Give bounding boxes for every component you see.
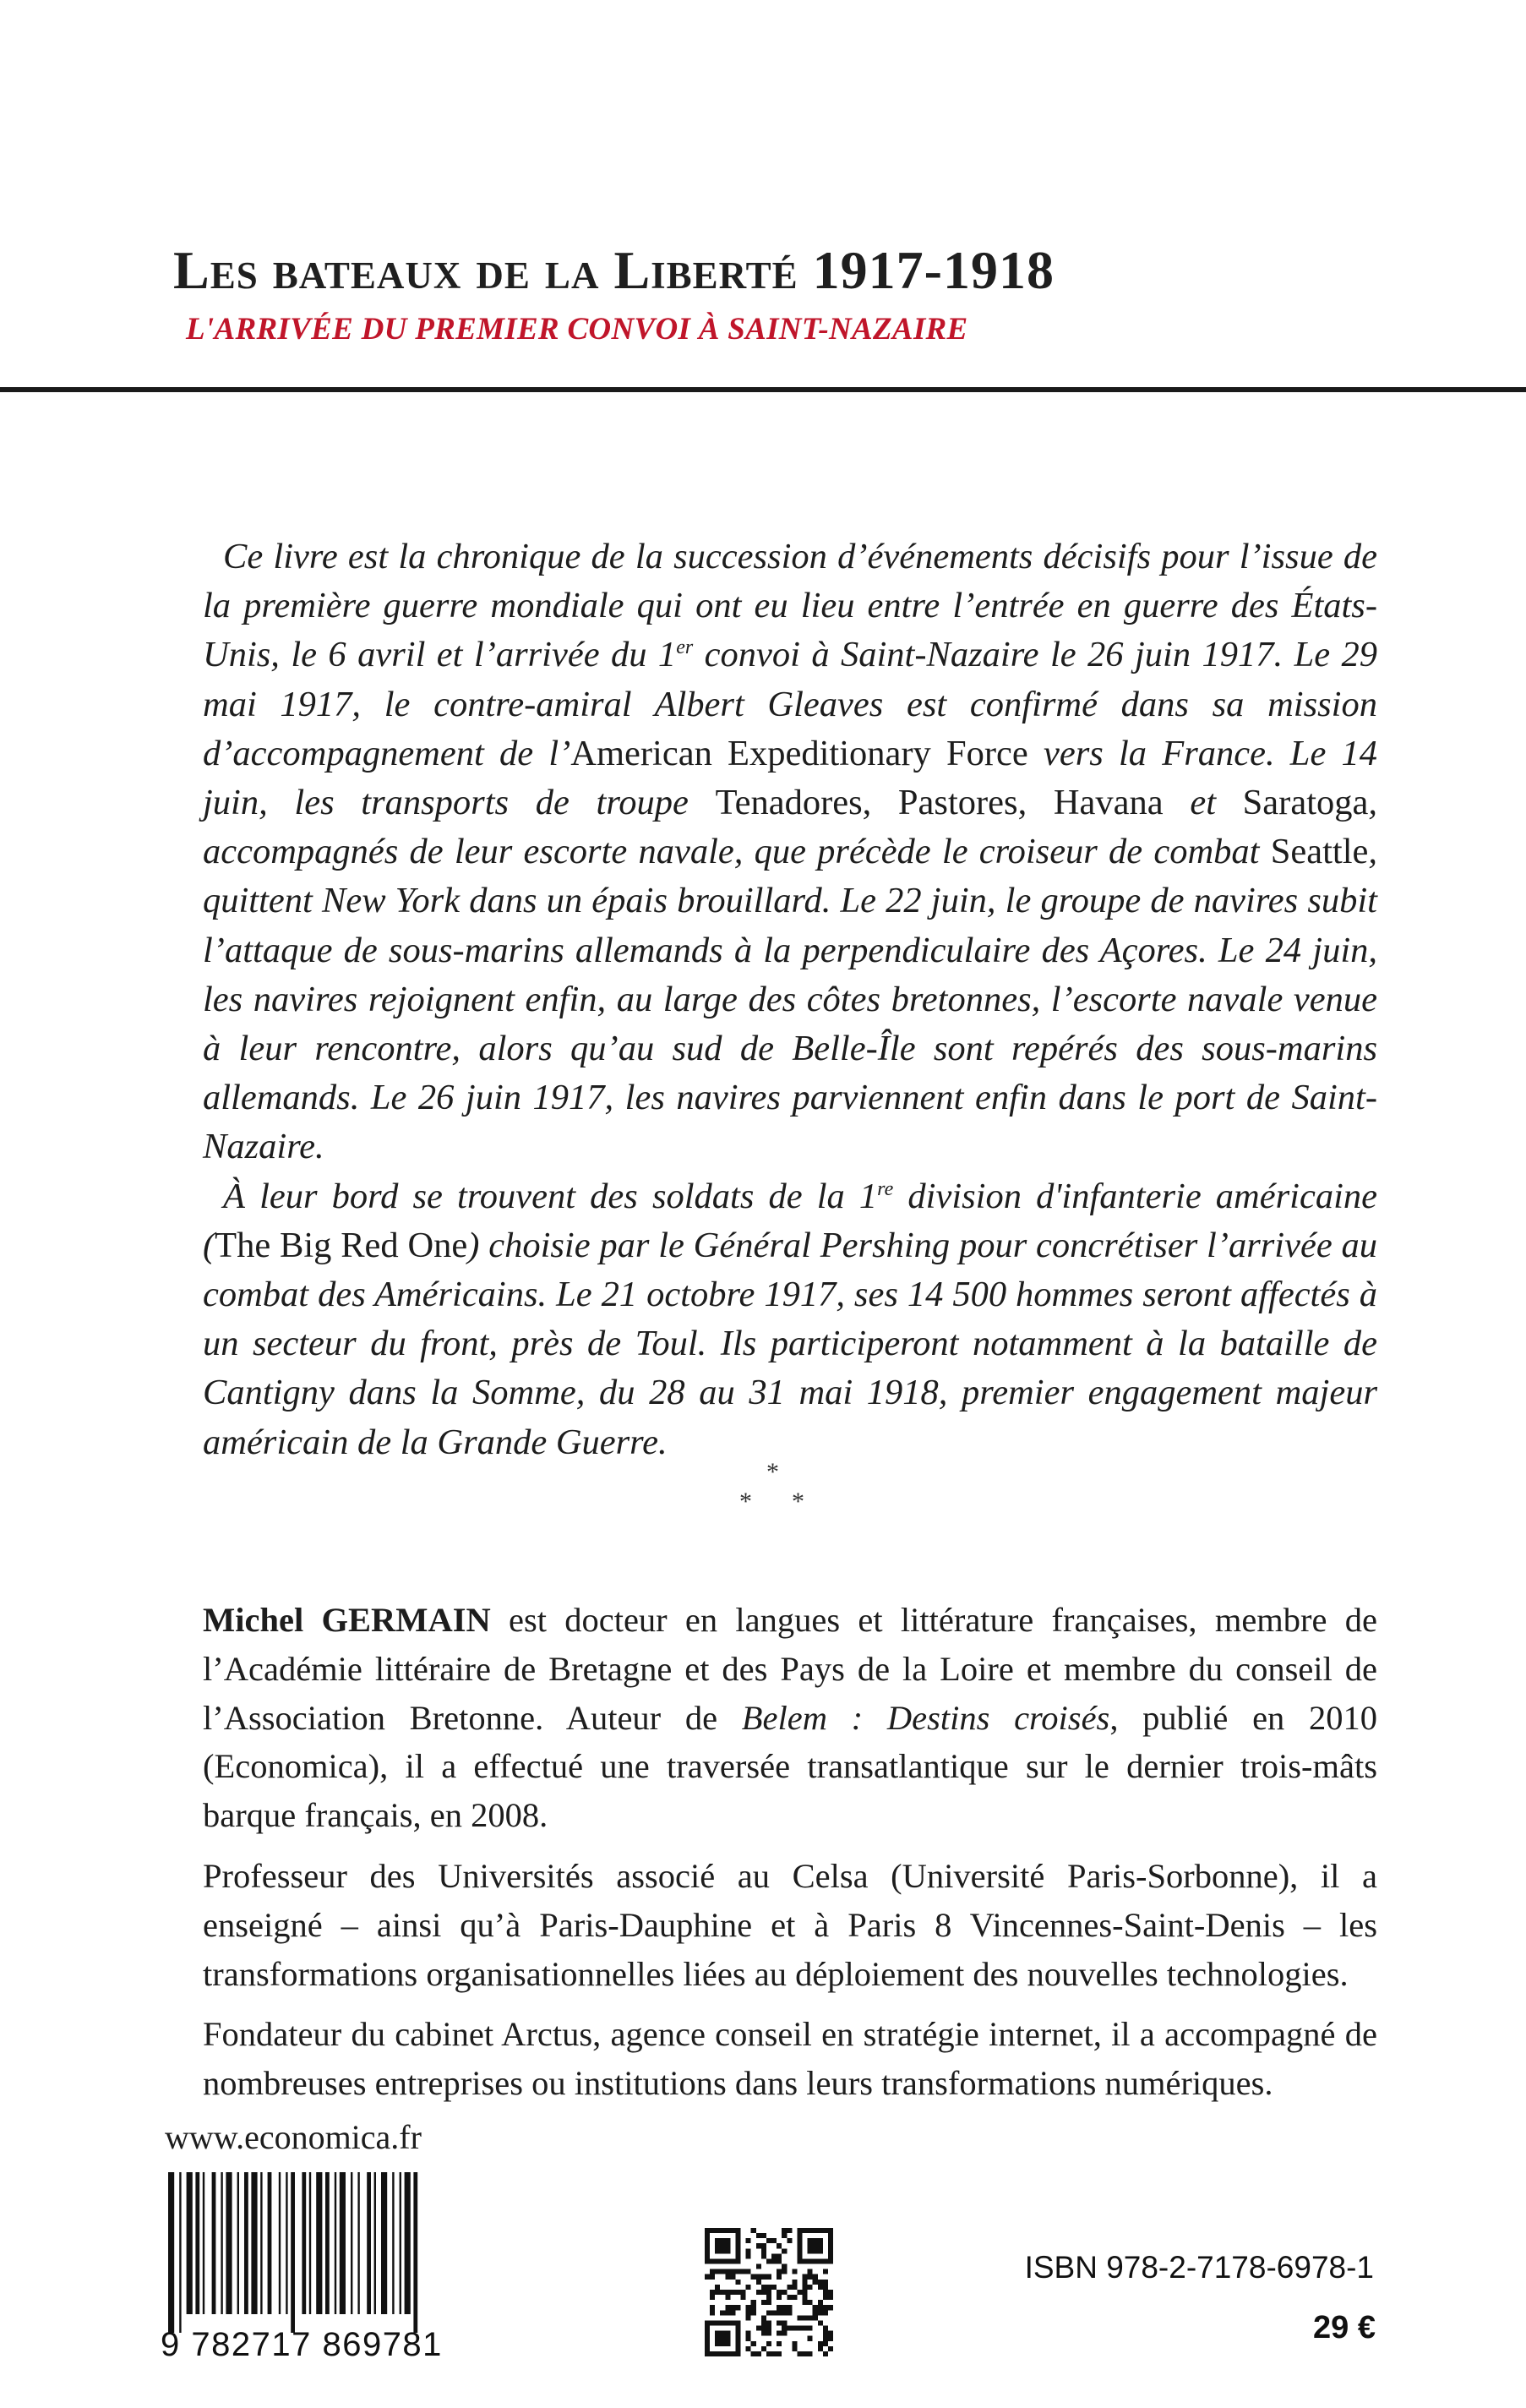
barcode-bar bbox=[400, 2172, 401, 2314]
qr-module bbox=[782, 2331, 787, 2336]
qr-module bbox=[818, 2305, 823, 2310]
qr-module bbox=[823, 2331, 828, 2336]
qr-module bbox=[761, 2243, 766, 2248]
qr-module bbox=[797, 2351, 802, 2356]
qr-module bbox=[746, 2238, 751, 2243]
qr-module bbox=[720, 2269, 725, 2274]
qr-module bbox=[792, 2285, 797, 2290]
barcode-bar bbox=[413, 2172, 417, 2333]
barcode-bar bbox=[226, 2172, 232, 2314]
author-paragraph-1 bbox=[203, 1596, 1377, 1840]
qr-module bbox=[725, 2305, 730, 2310]
qr-module bbox=[761, 2346, 766, 2351]
qr-module bbox=[715, 2238, 730, 2253]
qr-module bbox=[818, 2346, 823, 2351]
qr-module bbox=[715, 2331, 730, 2346]
qr-module bbox=[756, 2274, 761, 2280]
qr-module bbox=[746, 2315, 751, 2320]
qr-module bbox=[818, 2285, 823, 2290]
qr-module bbox=[746, 2269, 751, 2274]
book-title-main: Les bateaux de la Liberté bbox=[173, 240, 798, 300]
qr-module bbox=[725, 2274, 730, 2280]
synopsis-text: , quittent New York dans un épais brouillard. Le 22 juin, le groupe de navires subit l’attaque de sous-marins allemands à la perpendiculaire des Açores. Le 24 juin, les navires rejoignent enfin, au large des côtes bretonnes, l’escorte navale venue à leur rencontre, alors qu’au sud de Belle-Île sont repérés des sous-marins allemands. Le 26 juin 1917, les navires parviennent enfin dans le port de Saint-Nazaire. bbox=[203, 832, 1377, 1167]
barcode-bar bbox=[291, 2172, 295, 2333]
qr-module bbox=[761, 2331, 766, 2336]
qr-module bbox=[741, 2269, 746, 2274]
qr-module bbox=[710, 2310, 715, 2315]
qr-module bbox=[782, 2305, 787, 2310]
qr-module bbox=[808, 2274, 813, 2280]
qr-module bbox=[813, 2310, 818, 2315]
qr-module bbox=[787, 2326, 792, 2331]
qr-module bbox=[792, 2295, 797, 2300]
qr-module bbox=[766, 2351, 771, 2356]
book-subtitle: L'ARRIVÉE DU PREMIER CONVOI À SAINT-NAZAIRE bbox=[186, 312, 968, 347]
qr-module bbox=[787, 2285, 792, 2290]
barcode-bar bbox=[351, 2172, 352, 2314]
qr-module bbox=[751, 2305, 756, 2310]
qr-module bbox=[782, 2320, 787, 2325]
qr-module bbox=[777, 2295, 782, 2300]
qr-module bbox=[746, 2310, 751, 2315]
synopsis-text: ) choisie par le Général Pershing pour concrétiser l’arrivée au combat des Américains. Le 21 octobre 1917, ses 14 500 hommes seront affectés à un secteur du front, près de Toul. Ils participeront notamment à la bataille de Cantigny dans la Somme, du 28 au 31 mai 1918, premier engagement majeur américain de la Grande Guerre. bbox=[203, 1225, 1377, 1462]
qr-module bbox=[803, 2300, 808, 2305]
qr-module bbox=[828, 2290, 833, 2295]
barcode-bar bbox=[251, 2172, 257, 2314]
qr-module bbox=[808, 2336, 813, 2341]
qr-module bbox=[766, 2326, 771, 2331]
qr-module bbox=[808, 2351, 813, 2356]
qr-module bbox=[735, 2305, 740, 2310]
synopsis-text: division d'infanterie américaine ( bbox=[203, 1176, 1377, 1265]
qr-module bbox=[808, 2315, 813, 2320]
price: 29 € bbox=[1313, 2310, 1376, 2345]
qr-module bbox=[803, 2290, 808, 2295]
isbn: ISBN 978-2-7178-6978-1 bbox=[1024, 2250, 1374, 2285]
barcode-digits: 9 782717 869781 bbox=[161, 2326, 443, 2363]
qr-module bbox=[756, 2326, 761, 2331]
barcode-bar bbox=[374, 2172, 376, 2314]
qr-module bbox=[813, 2315, 818, 2320]
qr-module bbox=[818, 2310, 823, 2315]
qr-module bbox=[777, 2305, 782, 2310]
qr-module bbox=[803, 2280, 808, 2285]
synopsis-paragraph-1 bbox=[203, 532, 1377, 1172]
qr-module bbox=[782, 2269, 787, 2274]
qr-module bbox=[818, 2280, 823, 2285]
qr-module bbox=[766, 2274, 771, 2280]
qr-module bbox=[771, 2285, 777, 2290]
qr-module bbox=[787, 2228, 792, 2233]
qr-module bbox=[828, 2331, 833, 2336]
qr-module bbox=[823, 2326, 828, 2331]
qr-module bbox=[823, 2341, 828, 2346]
division-nickname: The Big Red One bbox=[215, 1225, 468, 1265]
qr-module bbox=[777, 2310, 782, 2315]
qr-module bbox=[761, 2315, 766, 2320]
author-paragraph-3: Fondateur du cabinet Arctus, agence conseil en stratégie internet, il a accompagné de nombreuses entreprises ou institutions dans leurs transformations numériques. bbox=[203, 2015, 1377, 2103]
qr-module bbox=[705, 2274, 710, 2280]
qr-module bbox=[792, 2346, 797, 2351]
qr-module bbox=[823, 2310, 828, 2315]
qr-module bbox=[808, 2238, 823, 2253]
header-divider bbox=[0, 387, 1526, 392]
barcode-bar bbox=[381, 2172, 387, 2314]
qr-module bbox=[756, 2351, 761, 2356]
barcode-bar bbox=[335, 2172, 336, 2314]
qr-module bbox=[746, 2346, 751, 2351]
barcode-bar bbox=[168, 2172, 174, 2333]
qr-module bbox=[792, 2280, 797, 2285]
qr-module bbox=[751, 2341, 756, 2346]
qr-module bbox=[715, 2290, 720, 2295]
qr-module bbox=[756, 2280, 761, 2285]
qr-module bbox=[777, 2341, 782, 2346]
qr-module bbox=[823, 2290, 828, 2295]
barcode-bar bbox=[187, 2172, 193, 2314]
qr-module bbox=[710, 2269, 715, 2274]
qr-module bbox=[710, 2274, 715, 2280]
qr-module bbox=[777, 2269, 782, 2274]
qr-module bbox=[766, 2341, 771, 2346]
force-name: American Expeditionary Force bbox=[570, 733, 1028, 773]
qr-module bbox=[823, 2351, 828, 2356]
separator-star: * bbox=[766, 1458, 779, 1486]
author-text: est docteur en langues et littérature françaises, membre de l’Académie littéraire de Bretagne et des Pays de la Loire et membre du conseil de l’Association Bretonne. Auteur de bbox=[203, 1601, 1377, 1737]
qr-module bbox=[756, 2233, 761, 2238]
ordinal-suffix: re bbox=[877, 1177, 894, 1200]
qr-module bbox=[725, 2290, 730, 2295]
qr-module bbox=[782, 2326, 787, 2331]
qr-module bbox=[808, 2269, 813, 2274]
qr-module bbox=[725, 2295, 730, 2300]
barcode-bar bbox=[237, 2172, 239, 2314]
qr-module bbox=[720, 2290, 725, 2295]
qr-module bbox=[735, 2280, 740, 2285]
author-name: Michel GERMAIN bbox=[203, 1601, 491, 1639]
barcode-bar bbox=[212, 2172, 216, 2314]
author-bio bbox=[203, 1596, 1377, 2108]
barcode-bar bbox=[309, 2172, 311, 2314]
qr-module bbox=[782, 2264, 787, 2269]
qr-module bbox=[823, 2295, 828, 2300]
barcode-bar bbox=[268, 2172, 272, 2314]
synopsis-text: , accompagnés de leur escorte navale, que précède le croiseur de combat bbox=[203, 783, 1377, 872]
qr-module bbox=[828, 2305, 833, 2310]
qr-module bbox=[803, 2326, 808, 2331]
qr-module bbox=[787, 2295, 792, 2300]
separator-star: * bbox=[792, 1488, 804, 1515]
qr-module bbox=[782, 2290, 787, 2295]
qr-module bbox=[777, 2243, 782, 2248]
qr-module bbox=[792, 2269, 797, 2274]
qr-module bbox=[761, 2290, 766, 2295]
qr-module bbox=[766, 2331, 771, 2336]
qr-module bbox=[803, 2315, 808, 2320]
author-book-title: Belem : Destins croisés bbox=[741, 1698, 1110, 1737]
barcode-bar bbox=[179, 2172, 181, 2333]
ship-name: Saratoga bbox=[1242, 783, 1369, 823]
qr-module bbox=[813, 2305, 818, 2310]
qr-module bbox=[782, 2310, 787, 2315]
qr-module bbox=[761, 2300, 766, 2305]
qr-module bbox=[741, 2295, 746, 2300]
barcode-bar bbox=[357, 2172, 359, 2314]
qr-module bbox=[792, 2326, 797, 2331]
barcode-bar bbox=[244, 2172, 248, 2314]
qr-module bbox=[766, 2285, 771, 2290]
qr-module bbox=[761, 2274, 766, 2280]
ordinal-suffix: er bbox=[676, 636, 694, 659]
book-title-years: 1917-1918 bbox=[812, 240, 1055, 300]
qr-module bbox=[761, 2326, 766, 2331]
qr-module bbox=[715, 2285, 720, 2290]
synopsis-text: vers la France. Le 14 juin, les transports de troupe bbox=[203, 733, 1378, 823]
qr-module bbox=[818, 2320, 823, 2325]
qr-module bbox=[751, 2351, 756, 2356]
qr-module bbox=[766, 2320, 771, 2325]
qr-module bbox=[823, 2285, 828, 2290]
separator-star: * bbox=[739, 1488, 752, 1515]
qr-module bbox=[766, 2258, 771, 2263]
qr-module bbox=[771, 2238, 777, 2243]
qr-module bbox=[803, 2351, 808, 2356]
synopsis-text: À leur bord se trouvent des soldats de la 1 bbox=[223, 1176, 878, 1216]
qr-module bbox=[746, 2285, 751, 2290]
qr-module bbox=[823, 2336, 828, 2341]
qr-module bbox=[813, 2280, 818, 2285]
qr-module bbox=[746, 2336, 751, 2341]
synopsis bbox=[203, 532, 1377, 1467]
qr-module bbox=[828, 2346, 833, 2351]
qr-module bbox=[756, 2243, 761, 2248]
synopsis-paragraph-2 bbox=[203, 1172, 1377, 1467]
qr-module bbox=[730, 2290, 735, 2295]
qr-module bbox=[761, 2233, 766, 2238]
qr-module bbox=[761, 2320, 766, 2325]
publisher-website: www.economica.fr bbox=[165, 2118, 422, 2156]
qr-module bbox=[771, 2253, 777, 2258]
qr-module bbox=[797, 2290, 802, 2295]
book-title bbox=[173, 239, 1055, 302]
qr-module bbox=[735, 2290, 740, 2295]
qr-module bbox=[730, 2310, 735, 2315]
qr-module bbox=[777, 2258, 782, 2263]
author-text: , publié en 2010 (Economica), il a effectué une traversée transatlantique sur le dernier trois-mâts barque français, en 2008. bbox=[203, 1698, 1377, 1835]
synopsis-text: Ce livre est la chronique de la succession d’événements décisifs pour l’issue de la première guerre mondiale qui ont eu lieu entre l’entrée en guerre des États-Unis, le 6 avril et l’arrivée du 1 bbox=[203, 537, 1377, 675]
barcode-bar bbox=[221, 2172, 222, 2314]
qr-module bbox=[766, 2300, 771, 2305]
qr-module bbox=[761, 2253, 766, 2258]
qr-module bbox=[746, 2253, 751, 2258]
qr-module bbox=[730, 2305, 735, 2310]
qr-module bbox=[746, 2305, 751, 2310]
qr-module bbox=[808, 2300, 813, 2305]
qr-module bbox=[803, 2285, 808, 2290]
barcode bbox=[165, 2172, 507, 2333]
barcode-bar bbox=[286, 2172, 287, 2314]
qr-code bbox=[705, 2228, 833, 2356]
qr-module bbox=[782, 2228, 787, 2233]
ship-name: Seattle bbox=[1270, 832, 1369, 872]
qr-module bbox=[787, 2310, 792, 2315]
barcode-bar bbox=[392, 2172, 394, 2314]
synopsis-text: convoi à Saint-Nazaire le 26 juin 1917. Le 29 mai 1917, le contre-amiral Albert Gleaves est confirmé dans sa mission d’accompagnement de l’ bbox=[203, 635, 1377, 773]
qr-module bbox=[803, 2274, 808, 2280]
qr-module bbox=[813, 2274, 818, 2280]
qr-module bbox=[777, 2351, 782, 2356]
qr-module bbox=[730, 2274, 735, 2280]
qr-module bbox=[730, 2269, 735, 2274]
qr-module bbox=[751, 2300, 756, 2305]
barcode-bar bbox=[203, 2172, 204, 2314]
qr-module bbox=[756, 2290, 761, 2295]
qr-module bbox=[818, 2300, 823, 2305]
qr-module bbox=[710, 2305, 715, 2310]
qr-module bbox=[735, 2269, 740, 2274]
barcode-bar bbox=[325, 2172, 330, 2314]
synopsis-text: et bbox=[1163, 783, 1243, 823]
qr-module bbox=[823, 2280, 828, 2285]
qr-module bbox=[751, 2310, 756, 2315]
barcode-bar bbox=[260, 2172, 262, 2314]
qr-module bbox=[782, 2248, 787, 2253]
qr-module bbox=[777, 2274, 782, 2280]
barcode-bar bbox=[367, 2172, 371, 2314]
qr-module bbox=[777, 2320, 782, 2325]
ship-names: Tenadores, Pastores, Havana bbox=[715, 783, 1164, 823]
qr-module bbox=[823, 2305, 828, 2310]
qr-module bbox=[766, 2238, 771, 2243]
qr-module bbox=[741, 2290, 746, 2295]
section-separator bbox=[722, 1458, 824, 1543]
qr-module bbox=[828, 2336, 833, 2341]
barcode-bar bbox=[340, 2172, 346, 2314]
barcode-bar bbox=[405, 2172, 411, 2314]
qr-module bbox=[766, 2290, 771, 2295]
qr-module bbox=[797, 2326, 802, 2331]
qr-module bbox=[803, 2295, 808, 2300]
qr-module bbox=[771, 2258, 777, 2263]
qr-module bbox=[792, 2341, 797, 2346]
qr-module bbox=[746, 2331, 751, 2336]
qr-module bbox=[710, 2290, 715, 2295]
qr-module bbox=[761, 2285, 766, 2290]
qr-module bbox=[771, 2351, 777, 2356]
qr-module bbox=[746, 2248, 751, 2253]
qr-module bbox=[777, 2290, 782, 2295]
author-paragraph-2: Professeur des Universités associé au Celsa (Université Paris-Sorbonne), il a enseigné – ainsi qu’à Paris-Dauphine et à Paris 8 Vincennes-Saint-Denis – les transformations organisationnelles liées au déploiement des nouvelles technologies. bbox=[203, 1856, 1377, 1993]
qr-module bbox=[725, 2269, 730, 2274]
qr-module bbox=[756, 2264, 761, 2269]
qr-module bbox=[828, 2295, 833, 2300]
barcode-bar bbox=[195, 2172, 199, 2314]
qr-module bbox=[808, 2285, 813, 2290]
barcode-bar bbox=[316, 2172, 322, 2314]
qr-module bbox=[766, 2310, 771, 2315]
qr-module bbox=[787, 2238, 792, 2243]
qr-module bbox=[725, 2310, 730, 2315]
qr-module bbox=[818, 2341, 823, 2346]
qr-module bbox=[777, 2253, 782, 2258]
qr-module bbox=[787, 2305, 792, 2310]
qr-module bbox=[777, 2331, 782, 2336]
barcode-bar bbox=[302, 2172, 306, 2314]
qr-module bbox=[808, 2326, 813, 2331]
qr-module bbox=[766, 2295, 771, 2300]
qr-module bbox=[751, 2228, 756, 2233]
qr-module bbox=[823, 2269, 828, 2274]
qr-module bbox=[771, 2310, 777, 2315]
qr-module bbox=[710, 2295, 715, 2300]
qr-module bbox=[720, 2310, 725, 2315]
qr-module bbox=[797, 2315, 802, 2320]
barcode-bar bbox=[279, 2172, 281, 2314]
qr-module bbox=[715, 2269, 720, 2274]
qr-module bbox=[751, 2274, 756, 2280]
qr-module bbox=[761, 2248, 766, 2253]
qr-module bbox=[782, 2233, 787, 2238]
